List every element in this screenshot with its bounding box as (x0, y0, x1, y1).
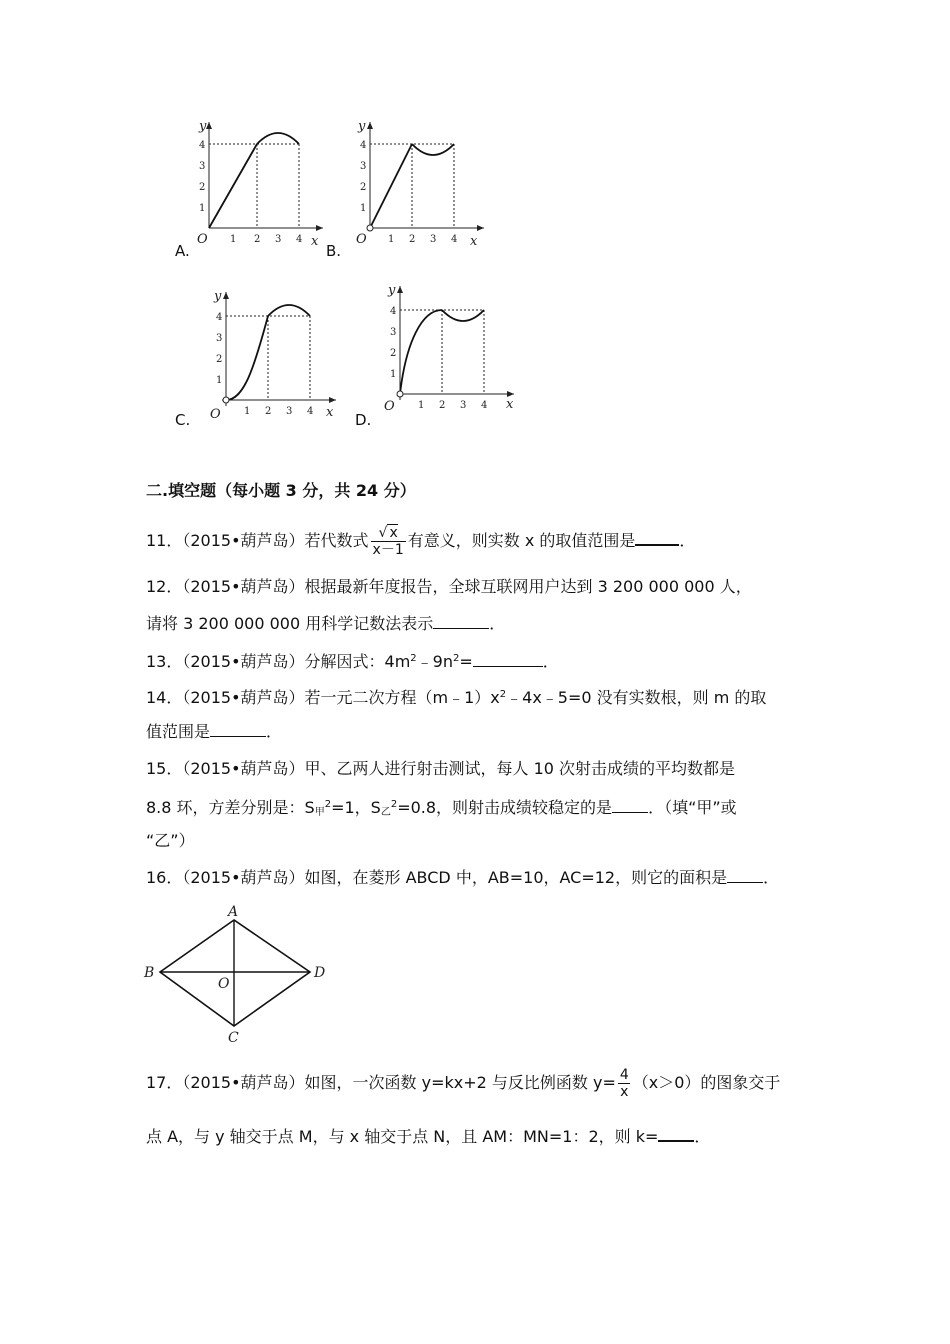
svg-text:4: 4 (216, 312, 223, 323)
question-15-line3: “乙”） (146, 831, 195, 850)
question-15-line2: 8.8 环，方差分别是：$S_甲^2=1$，$S_乙^2=0.8$，则射击成绩较稳定的是 ．（填“甲”或 (146, 798, 737, 818)
svg-text:4: 4 (307, 406, 314, 417)
svg-text:2: 2 (360, 182, 367, 193)
svg-text:4: 4 (451, 234, 458, 245)
center-o: O (218, 976, 230, 992)
question-16: 16．（2015•葫芦岛）如图，在菱形 ABCD 中，AB=10，AC=12，则它的面积是 ． (146, 868, 780, 887)
question-11: 11．（2015•葫芦岛）若代数式 $\frac{√ x}{x-1}$ 有意义，则实数 x 的取值范围是 ． (146, 525, 696, 558)
svg-text:1: 1 (418, 400, 425, 411)
question-13: 13．（2015•葫芦岛）分解因式：$4m^2﹣9n^2=$ ． (146, 652, 559, 671)
question-15-line1: 15．（2015•葫芦岛）甲、乙两人进行射击测试，每人 10 次射击成绩的平均数都是 (146, 759, 736, 778)
x-axis-label: x (311, 234, 319, 249)
svg-text:3: 3 (199, 161, 206, 172)
answer-blank-14[interactable] (210, 720, 266, 737)
graph-a (195, 118, 327, 250)
svg-text:4: 4 (360, 140, 367, 151)
svg-text:x: x (326, 405, 334, 420)
svg-text:3: 3 (390, 327, 397, 338)
svg-text:3: 3 (216, 333, 223, 344)
svg-text:3: 3 (275, 234, 282, 245)
question-14-line1: 14．（2015•葫芦岛）若一元二次方程$(m﹣1)x^2﹣4x﹣5=0$ 没有实数根，则 m 的取 (146, 688, 767, 707)
svg-text:1: 1 (388, 234, 395, 245)
svg-text:1: 1 (244, 406, 251, 417)
svg-text:4: 4 (390, 306, 397, 317)
q17-fraction: $\frac{4}{x}$ (619, 1067, 629, 1100)
question-12-line1: 12．（2015•葫芦岛）根据最新年度报告，全球互联网用户达到 3 200 000 000 人， (146, 577, 752, 596)
svg-text:2: 2 (199, 182, 206, 193)
vertex-b: B (144, 965, 155, 981)
svg-text:2: 2 (254, 234, 261, 245)
rhombus-figure (140, 902, 340, 1052)
svg-text:1: 1 (216, 375, 223, 386)
graph-b (356, 118, 488, 250)
origin-label: O (197, 232, 208, 247)
svg-text:x: x (470, 234, 478, 249)
svg-text:O: O (210, 407, 221, 420)
answer-blank-13[interactable] (473, 650, 543, 667)
svg-text:x: x (506, 397, 514, 412)
svg-text:2: 2 (390, 348, 397, 359)
option-c-label[interactable]: C. (175, 411, 191, 429)
svg-text:1: 1 (390, 369, 397, 380)
option-a-label[interactable]: A. (175, 242, 190, 260)
vertex-c: C (228, 1030, 239, 1046)
svg-text:4: 4 (296, 234, 303, 245)
svg-text:2: 2 (439, 400, 446, 411)
svg-text:1: 1 (230, 234, 237, 245)
svg-text:4: 4 (199, 140, 206, 151)
graph-c (208, 288, 340, 420)
question-12-line2: 请将 3 200 000 000 用科学记数法表示 ． (146, 614, 506, 633)
graph-d (384, 282, 520, 416)
answer-blank-17[interactable] (658, 1124, 694, 1142)
y-axis-label: y (199, 119, 207, 134)
option-b-label[interactable]: B. (326, 242, 342, 260)
svg-text:2: 2 (409, 234, 416, 245)
answer-blank-16[interactable] (727, 866, 763, 883)
svg-text:y: y (388, 283, 396, 298)
svg-text:3: 3 (286, 406, 293, 417)
svg-text:4: 4 (481, 400, 488, 411)
question-17-line2: 点 A，与 y 轴交于点 M，与 x 轴交于点 N，且 AM：MN=1：2，则 k= ． (146, 1124, 710, 1148)
answer-blank-12[interactable] (433, 612, 489, 629)
svg-text:y: y (358, 119, 366, 134)
svg-text:2: 2 (216, 354, 223, 365)
svg-text:2: 2 (265, 406, 272, 417)
question-17-line1: 17．（2015•葫芦岛）如图，一次函数 y=kx+2 与反比例函数 y= $\frac{4}{x}$ （x＞0）的图象交于 (146, 1067, 781, 1100)
svg-text:3: 3 (460, 400, 467, 411)
answer-blank-11[interactable] (635, 528, 679, 546)
answer-blank-15[interactable] (612, 796, 648, 813)
question-14-line2: 值范围是 ． (146, 722, 283, 741)
option-d-label[interactable]: D. (355, 411, 372, 429)
svg-text:y: y (214, 289, 222, 304)
vertex-a: A (228, 904, 239, 920)
svg-text:O: O (384, 399, 395, 414)
svg-text:1: 1 (199, 203, 206, 214)
svg-text:O: O (356, 232, 367, 247)
svg-text:3: 3 (430, 234, 437, 245)
svg-text:1: 1 (360, 203, 367, 214)
svg-text:3: 3 (360, 161, 367, 172)
section-title: 二.填空题（每小题 3 分，共 24 分） (146, 481, 416, 500)
vertex-d: D (314, 965, 326, 981)
q11-fraction: $\frac{√ x}{x-1}$ (372, 525, 404, 558)
